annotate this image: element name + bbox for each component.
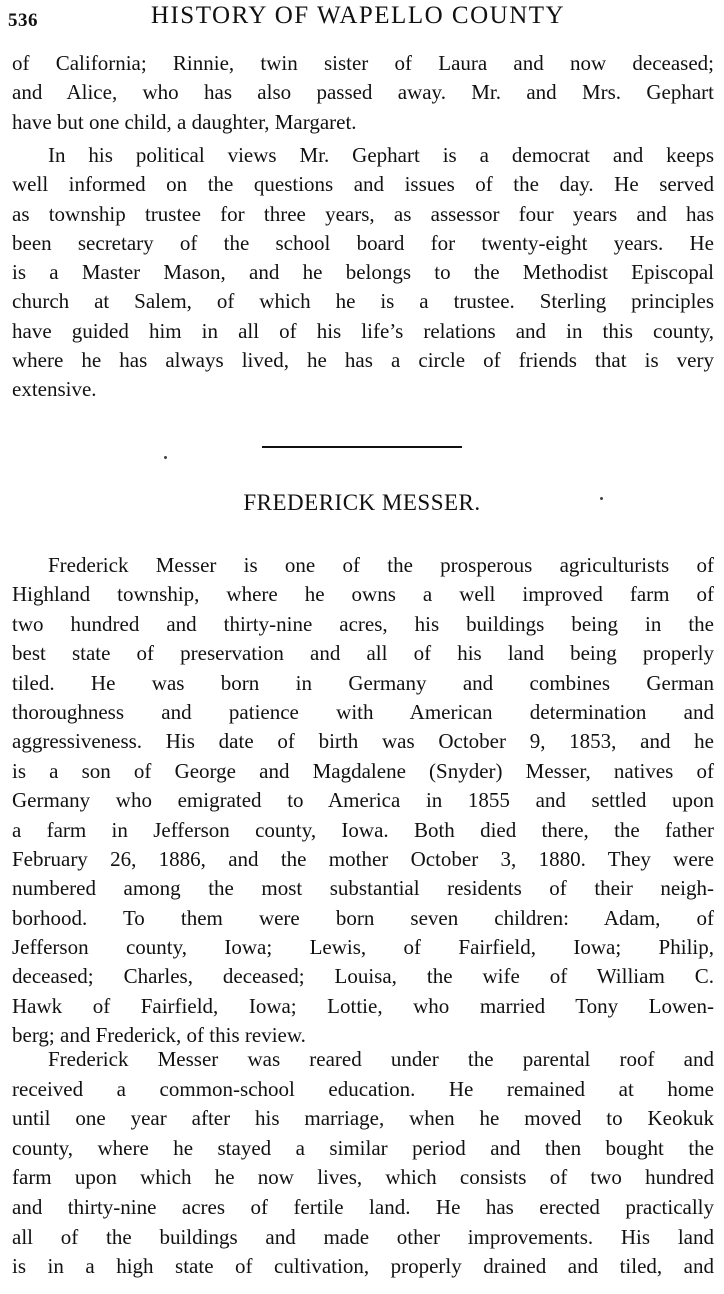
text-line: all of the buildings and made other improvements. His land [12,1224,714,1249]
text-line: well informed on the questions and issues of the day. He served [12,172,714,197]
political-paragraph [12,141,714,405]
text-line: tiled. He was born in Germany and combines German [12,670,714,695]
text-line: berg; and Frederick, of this review. [12,1023,306,1048]
text-line: where he has always lived, he has a circle of friends that is very [12,348,714,373]
text-line: borhood. To them were born seven children: Adam, of [12,905,714,930]
text-line: aggressiveness. His date of birth was October 9, 1853, and he [12,729,714,754]
text-line: Jefferson county, Iowa; Lewis, of Fairfield, Iowa; Philip, [12,935,714,960]
text-line: been secretary of the school board for twenty-eight years. He [12,230,714,255]
biography-paragraph-2 [12,1045,714,1282]
text-line: Germany who emigrated to America in 1855 and settled upon [12,788,714,813]
print-speck [164,456,167,459]
continued-paragraph [12,49,714,137]
text-line: county, where he stayed a similar period and then bought the [12,1135,714,1160]
text-line: February 26, 1886, and the mother October 3, 1880. They were [12,846,714,871]
text-line: In his political views Mr. Gephart is a democrat and keeps [48,143,714,167]
text-line: a farm in Jefferson county, Iowa. Both died there, the father [12,817,714,842]
text-line: numbered among the most substantial residents of their neigh- [12,876,714,901]
text-line: deceased; Charles, deceased; Louisa, the wife of William C. [12,964,714,989]
text-line: Highland township, where he owns a well improved farm of [12,582,714,607]
text-line: Hawk of Fairfield, Iowa; Lottie, who married Tony Lowen- [12,993,714,1018]
text-line: received a common-school education. He remained at home [12,1076,714,1101]
page-header [8,2,708,32]
text-line: is in a high state of cultivation, properly drained and tiled, and [12,1254,714,1279]
text-line: and Alice, who has also passed away. Mr. and Mrs. Gephart [12,80,714,105]
text-line: is a son of George and Magdalene (Snyder) Messer, natives of [12,758,714,783]
biography-paragraph-1 [12,551,714,1051]
text-line: farm upon which he now lives, which consists of two hundred [12,1165,714,1190]
section-title: FREDERICK MESSER. [243,490,481,515]
page-number: 536 [8,10,38,31]
text-line: of California; Rinnie, twin sister of Laura and now deceased; [12,51,714,75]
text-line: best state of preservation and all of his land being properly [12,641,714,666]
text-line: until one year after his marriage, when he moved to Keokuk [12,1106,714,1131]
text-line: Frederick Messer is one of the prosperous agriculturists of [48,553,714,577]
text-line: Frederick Messer was reared under the parental roof and [48,1047,714,1071]
text-line: is a Master Mason, and he belongs to the Methodist Episcopal [12,260,714,285]
text-line: have guided him in all of his life’s relations and in this county, [12,318,714,343]
running-head: HISTORY OF WAPELLO COUNTY [150,2,566,29]
text-line: two hundred and thirty-nine acres, his buildings being in the [12,611,714,636]
text-line: thoroughness and patience with American determination and [12,699,714,724]
text-line: church at Salem, of which he is a trustee. Sterling principles [12,289,714,314]
text-line: as township trustee for three years, as assessor four years and has [12,201,714,226]
section-divider [262,446,462,448]
text-line: extensive. [12,377,97,402]
text-line: and thirty-nine acres of fertile land. He has erected practically [12,1194,714,1219]
text-line: have but one child, a daughter, Margaret. [12,109,357,134]
